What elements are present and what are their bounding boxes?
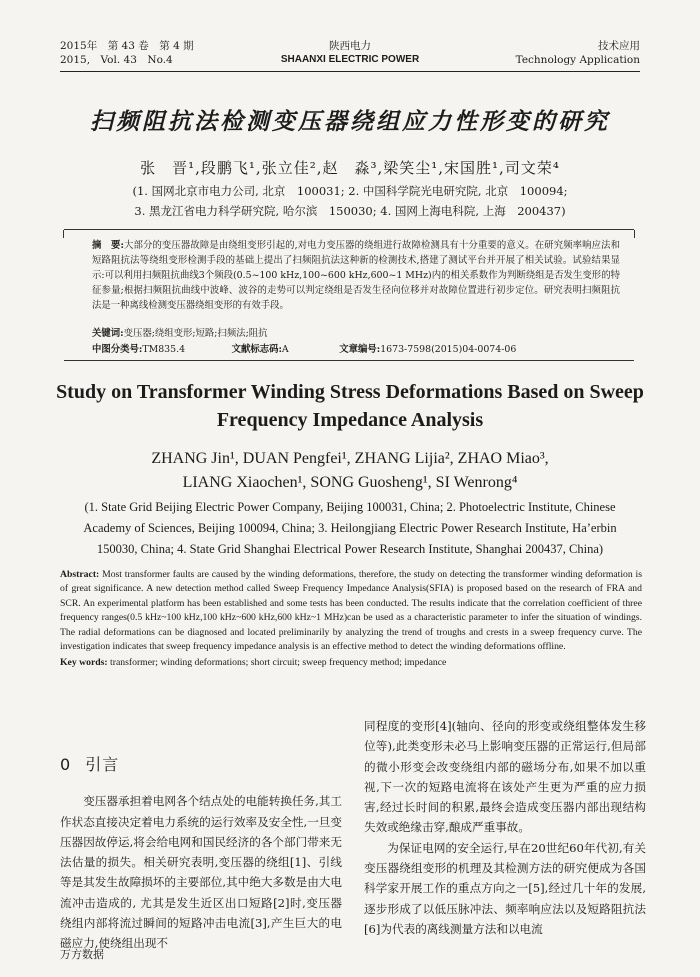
header-left: [60, 39, 194, 67]
journal-name-en: SHAANXI ELECTRIC POWER: [280, 54, 420, 65]
abstract-en: [60, 568, 642, 671]
authors-en: [60, 447, 640, 495]
paper-title-cn: 扫频阻抗法检测变压器绕组应力性形变的研究: [90, 108, 610, 135]
article-no-label: 文章编号:: [339, 344, 381, 355]
abstract-cn: [92, 238, 620, 313]
affiliation-line: 3. 黑龙江省电力科学研究院, 哈尔滨 150030; 4. 国网上海电科院, 上海 200437): [134, 204, 566, 218]
section-heading: [60, 755, 342, 775]
abstract-label-cn: 摘 要:: [92, 240, 124, 251]
clc-value: TM835.4: [142, 344, 186, 355]
header-right: [516, 39, 640, 67]
article-no-value: 1673-7598(2015)04-0074-06: [380, 344, 517, 355]
column-name-cn: 技术应用: [598, 40, 640, 52]
affiliation-en-line: Academy of Sciences, Beijing 100094, China; 3. Heilongjiang Electric Power Research Institute, Ha’erbin: [83, 521, 617, 535]
footer-watermark: 万方数据: [60, 948, 104, 961]
authors-en-line: LIANG Xiaochen¹, SONG Guosheng¹, SI Wenrong⁴: [182, 474, 518, 491]
section-title: 引言: [85, 755, 120, 774]
keywords-text-en: transformer; winding deformations; short circuit; sweep frequency method; impedance: [110, 657, 447, 669]
abstract-label-en: Abstract:: [60, 569, 100, 580]
section-number: 0: [60, 755, 72, 774]
doc-code-value: A: [281, 344, 289, 355]
paper-title-en: Study on Transformer Winding Stress Deformations Based on Sweep Frequency Impedance Analysis: [56, 381, 644, 431]
affiliation-en-line: 150030, China; 4. State Grid Shanghai Electrical Power Research Institute, Shanghai 200437, China): [96, 542, 604, 556]
body-paragraph-continued: 同程度的变形[4](轴向、径向的形变或绕组整体发生移位等),此类变形未必马上影响变压器的正常运行,但局部的微小形变会改变绕组内部的磁场分布,如果不加以重视,下一次的短路电流将在该处产生更为严重的应力损害,经过长时间的积累,最终会造成变压器内部出现结构失效或绝缘击穿,酿成严重事故。: [364, 719, 646, 835]
column-name-en: Technology Application: [515, 54, 640, 66]
authors-en-line: ZHANG Jin¹, DUAN Pengfei¹, ZHANG Lijia², ZHAO Miao³,: [151, 450, 549, 467]
journal-name-cn: 陕西电力: [329, 40, 371, 52]
body-right-column: [364, 716, 646, 939]
abstract-text-cn: 大部分的变压器故障是由绕组变形引起的,对电力变压器的绕组进行故障检测具有十分重要的意义。在研究频率响应法和短路阻抗法等绕组变形检测手段的基础上提出了扫频阻抗法这种新的检测技术,搭建了测试平台并开展了相关试验。试验结果显示:可以利用扫频阻抗曲线3个频段(0.5~100 kHz,100~600 kHz,600~1 MHz)内的相关系数作为判断绕组是否发生变形的特征参量;根据扫频阻抗曲线中波峰、波谷的走势可以判定绕组是否发生径向位移并对故障位置进行初步定位。研究表明扫频阻抗法是一种离线检测变压器绕组变形的有效手段。: [92, 240, 620, 311]
affiliations-cn: [60, 181, 640, 221]
journal-issue-en: 2015, Vol. 43 No.4: [60, 54, 173, 66]
header-center: [200, 39, 500, 67]
doc-code-label: 文献标志码:: [231, 344, 282, 355]
body-left-column: [60, 755, 342, 954]
affiliation-line: (1. 国网北京市电力公司, 北京 100031; 2. 中国科学院光电研究院, 北京 100094;: [132, 184, 568, 198]
abstract-text-en: Most transformer faults are caused by the winding deformations, therefore, the study on detecting the transformer winding deformation is of great significance. A new detection method called Sweep Frequency Impedance Analysis(SFIA) is proposed based on the research of FRA and SCR. An experimental platform has been established and some tests has been conducted. The results indicate that the correlation coefficient of three frequency ranges(0.5 kHz~100 kHz,100 kHz~600 kHz,600 kHz~1 MHz)can be used as a characteristic parameter to infer the situation of windings. The radial deformations can be diagnosed and located preliminarily by analyzing the trend of troughs and crests in a sweep frequency curve. The investigation indicates that sweep frequency impedance analysis is an effective method to detect the winding deformations offline.: [60, 569, 642, 653]
body-paragraph: 为保证电网的安全运行,早在20世纪60年代初,有关变压器绕组变形的机理及其检测方法的研究便成为各国科学家开展工作的重点方向之一[5],经过几十年的发展,逐步形成了以低压脉冲法、频率响应法以及短路阻抗法[6]为代表的离线测量方法和以电流: [364, 840, 646, 936]
clc-label: 中图分类号:: [92, 344, 143, 355]
journal-issue-cn: 2015年 第 43 卷 第 4 期: [60, 40, 194, 52]
affiliation-en-line: (1. State Grid Beijing Electric Power Company, Beijing 100031, China; 2. Photoelectric Institute, Chinese: [84, 500, 616, 514]
body-paragraph: 变压器承担着电网各个结点处的电能转换任务,其工作状态直接决定着电力系统的运行效率及安全性,一旦变压器因故停运,将会给电网和国民经济的各个部门带来无法估量的损失。相关研究表明,变压器的绕组[1]、引线等是其发生故障损坏的主要部位,其中绝大多数是由大电流冲击造成的, 尤其是发生近区出口短路[2]时,变压器绕组内部将流过瞬间的短路冲击电流[3],产生巨大的电磁应力,使绕组出现不: [60, 794, 342, 951]
keywords-label-en: Key words:: [60, 657, 108, 669]
keywords-cn: [92, 326, 620, 341]
authors-cn: 张 晋¹,段鹏飞¹,张立佳²,赵 淼³,梁笑尘¹,宋国胜¹,司文荣⁴: [140, 159, 560, 177]
keywords-label-cn: 关键词:: [92, 328, 124, 339]
affiliations-en: [56, 497, 644, 560]
keywords-text-cn: 变压器;绕组变形;短路;扫频法;阻抗: [123, 328, 268, 339]
header-rule: [60, 71, 640, 72]
classification-line: [92, 342, 516, 357]
